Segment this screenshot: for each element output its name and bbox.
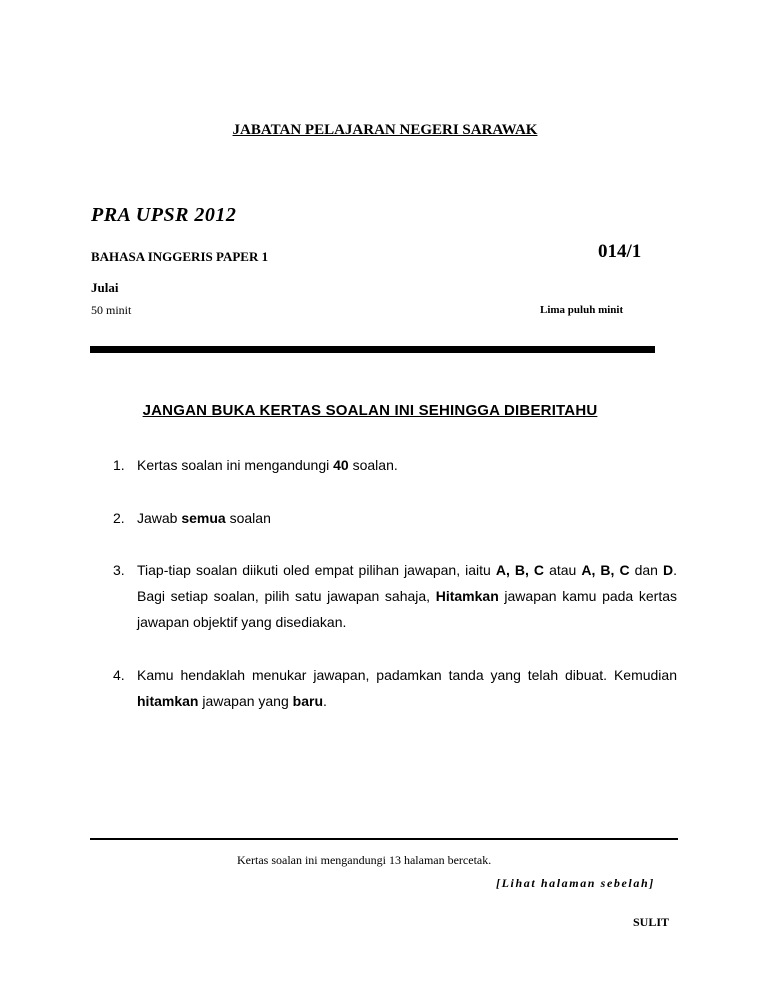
- footer-divider: [90, 838, 678, 840]
- instruction-emphasis: A, B, C: [495, 562, 545, 578]
- warning-heading: [0, 402, 768, 419]
- instruction-number: 2.: [113, 510, 125, 526]
- instruction-text: atau: [544, 562, 582, 578]
- instruction-text: jawapan kamu pada kertas jawapan objektif yang disediakan.: [137, 588, 677, 630]
- instruction-text: soalan: [225, 510, 271, 526]
- instruction-text: . Bagi setiap soalan, pilih satu jawapan sahaja,: [137, 562, 678, 604]
- instruction-number: 3.: [113, 562, 125, 578]
- department-heading: [0, 122, 768, 139]
- exam-name: PRA UPSR 2012: [91, 204, 237, 226]
- paper-code: 014/1: [598, 241, 642, 262]
- instruction-emphasis: 40: [333, 457, 349, 473]
- instruction-text: Tiap-tiap soalan diikuti oled empat pilihan jawapan, iaitu: [137, 562, 496, 578]
- instruction-emphasis: Hitamkan: [435, 588, 499, 604]
- instruction-text: .: [323, 693, 327, 709]
- instruction-text: Kertas soalan ini mengandungi: [137, 457, 334, 473]
- instruction-text: soalan.: [348, 457, 398, 473]
- instruction-text: jawapan yang: [198, 693, 293, 709]
- instruction-item-4: [113, 662, 677, 714]
- instruction-item-1: [113, 452, 677, 478]
- department-heading-text: JABATAN PELAJARAN NEGERI SARAWAK: [232, 122, 538, 138]
- warning-heading-text: JANGAN BUKA KERTAS SOALAN INI SEHINGGA DIBERITAHU: [142, 402, 598, 419]
- instruction-item-2: [113, 505, 677, 531]
- classification-label: SULIT: [633, 915, 670, 929]
- thick-divider: [90, 346, 655, 353]
- instruction-number: 1.: [113, 457, 125, 473]
- instruction-text: dan: [629, 562, 663, 578]
- instruction-body: [137, 557, 677, 635]
- exam-duration-words: Lima puluh minit: [540, 304, 624, 316]
- instruction-number: 4.: [113, 667, 125, 683]
- exam-duration: 50 minit: [91, 303, 132, 317]
- instruction-text: Kamu hendaklah menukar jawapan, padamkan tanda yang telah dibuat. Kemudian: [137, 667, 677, 683]
- instruction-emphasis: D: [663, 562, 674, 578]
- instruction-emphasis: hitamkan: [137, 693, 199, 709]
- instruction-body: [137, 452, 677, 478]
- instruction-emphasis: semua: [181, 510, 226, 526]
- subject-title: BAHASA INGGERIS PAPER 1: [91, 249, 269, 264]
- exam-month: Julai: [91, 280, 119, 295]
- next-page-note: [Lihat halaman sebelah]: [496, 876, 655, 890]
- instruction-emphasis: A, B, C: [581, 562, 630, 578]
- instruction-item-3: [113, 557, 677, 635]
- page-count-note: Kertas soalan ini mengandungi 13 halaman bercetak.: [237, 853, 492, 867]
- instruction-body: [137, 662, 677, 714]
- instruction-body: [137, 505, 677, 531]
- instruction-emphasis: baru: [292, 693, 323, 709]
- instruction-text: Jawab: [137, 510, 182, 526]
